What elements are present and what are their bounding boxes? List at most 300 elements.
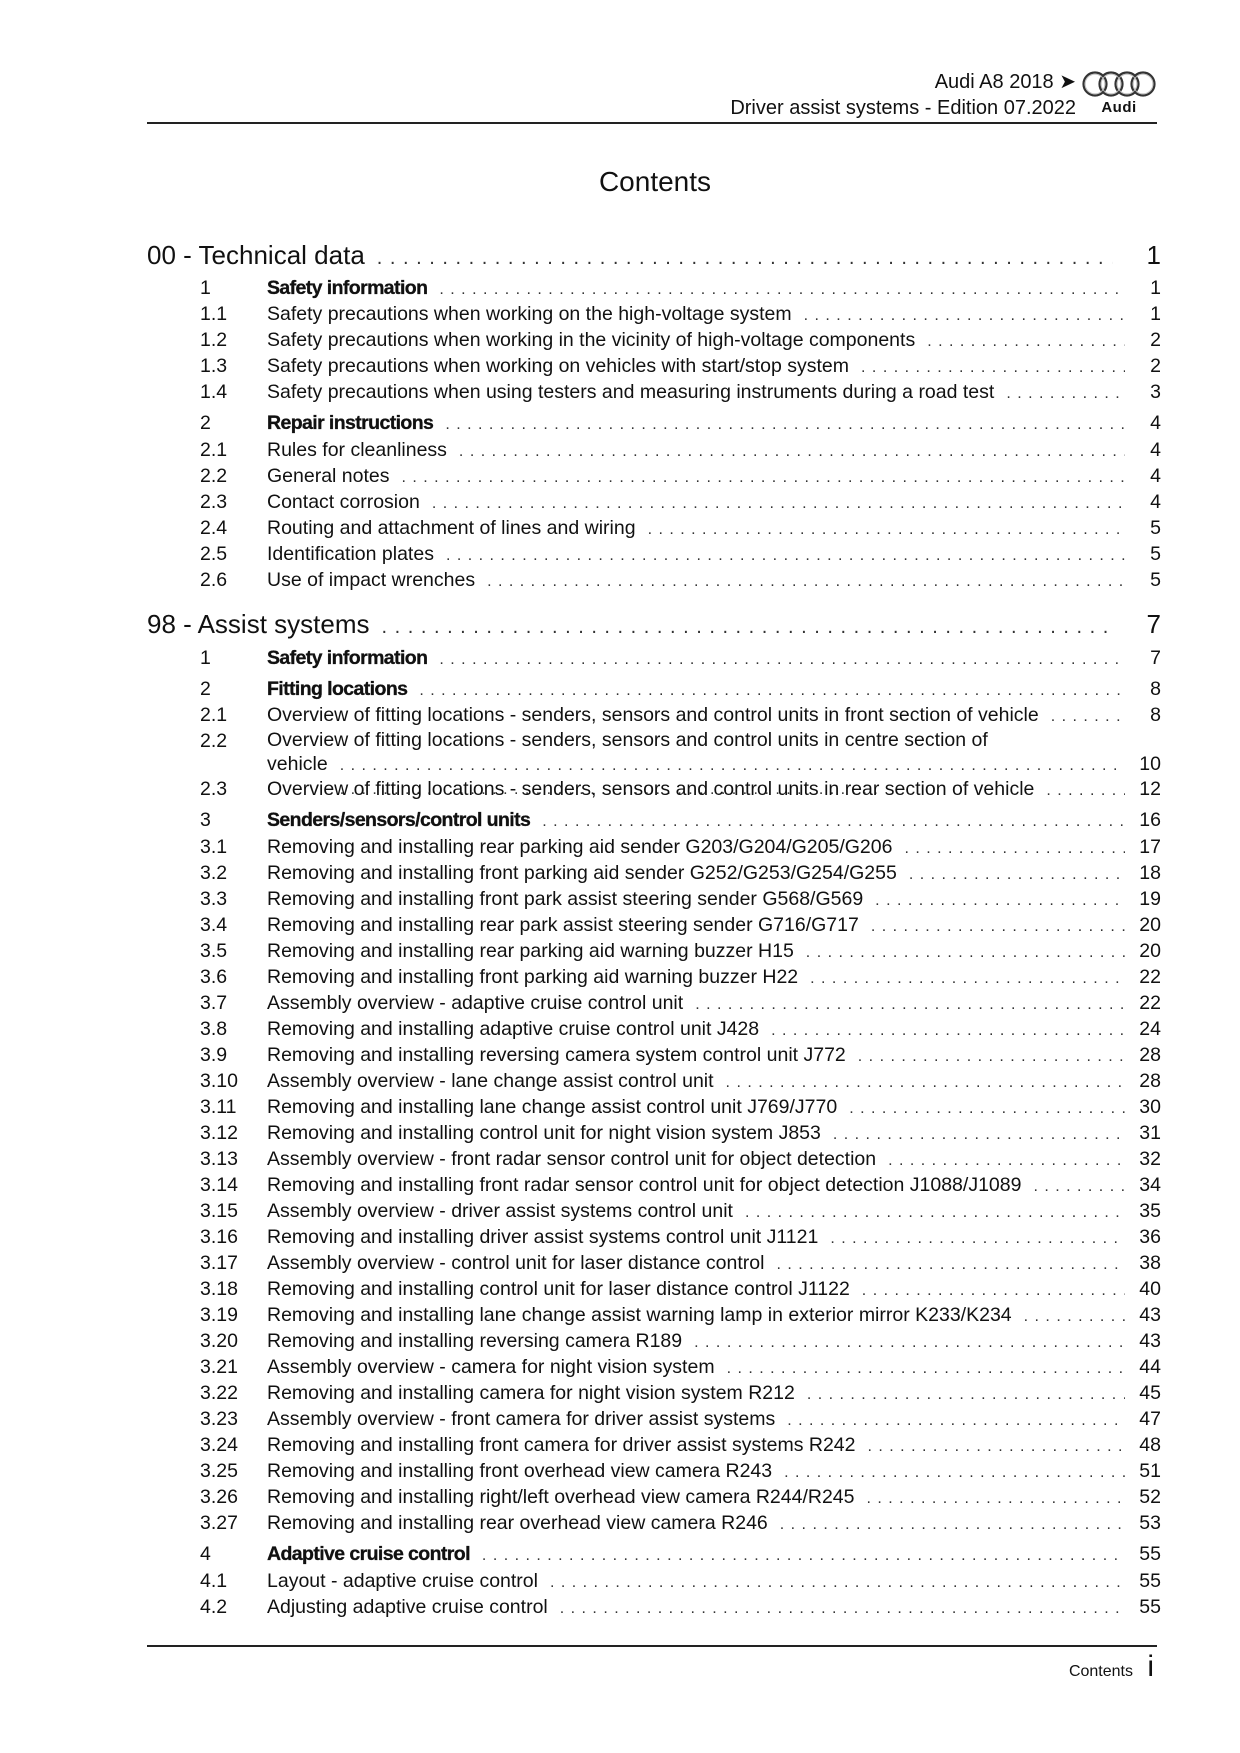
toc-page-number: 55 [1139, 1570, 1161, 1592]
toc-item[interactable] [147, 1380, 1161, 1406]
toc-title: 98 - Assist systems [147, 609, 370, 639]
toc-page-number: 24 [1139, 1018, 1161, 1040]
toc-entry [267, 676, 1161, 704]
dot-leader [419, 678, 1125, 704]
toc-item[interactable] [147, 1146, 1161, 1172]
toc-title: Contact corrosion [267, 491, 420, 513]
toc-page-number: 28 [1139, 1044, 1161, 1066]
dot-leader [695, 992, 1125, 1018]
toc-title: Removing and installing driver assist systems control unit J1121 [267, 1226, 819, 1248]
toc-page-number: 8 [1150, 704, 1161, 726]
toc-entry [267, 1406, 1161, 1434]
toc-number: 2 [200, 412, 211, 434]
dot-leader [726, 1070, 1125, 1096]
toc-title: Safety precautions when working on the high-voltage system [267, 303, 792, 325]
dot-leader [1051, 704, 1125, 730]
dot-leader [830, 1226, 1125, 1252]
toc-entry [267, 776, 1161, 804]
toc-number: 3.26 [200, 1486, 238, 1508]
toc-title: Routing and attachment of lines and wiring [267, 517, 636, 539]
toc-entry [267, 437, 1161, 465]
toc-page-number: 44 [1139, 1356, 1161, 1378]
toc-title: Removing and installing rear parking aid warning buzzer H15 [267, 940, 794, 962]
toc-page-number: 2 [1150, 329, 1161, 351]
toc-number: 1.3 [200, 355, 228, 377]
toc-number: 1 [200, 277, 211, 299]
toc-number: 3.1 [200, 836, 228, 858]
toc-entry [267, 1328, 1161, 1356]
toc-page-number: 5 [1150, 543, 1161, 565]
toc-title: Removing and installing lane change assist control unit J769/J770 [267, 1096, 838, 1118]
toc-chapter[interactable] [147, 607, 1161, 641]
toc-number: 3.9 [200, 1044, 228, 1066]
toc-page-number: 1 [1150, 277, 1161, 299]
toc-item[interactable] [147, 834, 1161, 860]
toc-item[interactable] [147, 1302, 1161, 1328]
toc-item[interactable] [147, 1568, 1161, 1594]
toc-item[interactable] [147, 702, 1161, 728]
toc-page-number: 20 [1139, 914, 1161, 936]
dot-leader [1006, 381, 1125, 407]
toc-item[interactable] [147, 463, 1161, 489]
toc-entry [267, 702, 1161, 730]
toc-title: Senders/sensors/control units [267, 809, 531, 831]
audi-logo [1082, 70, 1156, 118]
toc-item[interactable] [147, 728, 1161, 774]
toc-number: 3.10 [200, 1070, 238, 1092]
dot-leader [1033, 1174, 1125, 1200]
toc-item[interactable] [147, 489, 1161, 515]
toc-title: General notes [267, 465, 390, 487]
toc-item[interactable] [147, 1510, 1161, 1536]
toc-page-number: 47 [1139, 1408, 1161, 1430]
toc-item[interactable] [147, 1594, 1161, 1620]
toc-title: Safety precautions when working on vehicles with start/stop system [267, 355, 850, 377]
dot-leader [550, 1570, 1125, 1596]
toc-page-number: 55 [1139, 1596, 1161, 1618]
toc-entry [267, 807, 1161, 835]
toc-entry [267, 1068, 1161, 1096]
toc-item[interactable] [147, 1406, 1161, 1432]
toc-item[interactable] [147, 912, 1161, 938]
toc-item[interactable] [147, 1432, 1161, 1458]
dot-leader [868, 1434, 1126, 1460]
toc-page-number: 32 [1139, 1148, 1161, 1170]
toc-section[interactable] [147, 275, 1161, 301]
toc-entry [267, 1042, 1161, 1070]
toc-item[interactable] [147, 776, 1161, 802]
dot-leader [909, 862, 1125, 888]
toc-title: Removing and installing rear park assist steering sender G716/G717 [267, 914, 859, 936]
toc-item[interactable] [147, 379, 1161, 405]
dot-leader [858, 1044, 1125, 1070]
toc-page-number: 1 [1146, 240, 1161, 270]
toc-page-number: 28 [1139, 1070, 1161, 1092]
dot-leader [833, 1122, 1125, 1148]
dot-leader [439, 647, 1125, 673]
toc-title: Assembly overview - control unit for laser distance control [267, 1252, 765, 1274]
toc-entry [267, 515, 1161, 543]
dot-leader [446, 543, 1125, 569]
dot-leader [849, 1096, 1125, 1122]
dot-leader [694, 1330, 1125, 1356]
toc-entry [267, 990, 1161, 1018]
toc-page-number: 43 [1139, 1330, 1161, 1352]
toc-entry [267, 1016, 1161, 1044]
toc-item[interactable] [147, 1354, 1161, 1380]
toc-page-number: 5 [1150, 517, 1161, 539]
toc-entry [267, 1198, 1161, 1226]
toc-item[interactable] [147, 301, 1161, 327]
toc-number: 2.3 [200, 778, 228, 800]
toc-number: 2 [200, 678, 211, 700]
toc-section[interactable] [147, 676, 1161, 702]
toc-page-number: 51 [1139, 1460, 1161, 1482]
toc-number: 3.12 [200, 1122, 238, 1144]
toc-entry [267, 964, 1161, 992]
toc-number: 3.4 [200, 914, 228, 936]
dot-leader [560, 1596, 1125, 1622]
toc-title: Assembly overview - camera for night vision system [267, 1356, 715, 1378]
toc-title: Removing and installing reversing camera system control unit J772 [267, 1044, 846, 1066]
toc-page-number: 2 [1150, 355, 1161, 377]
toc-entry [267, 1120, 1161, 1148]
dot-leader [439, 277, 1125, 303]
toc-number: 3.7 [200, 992, 228, 1014]
toc-page-number: 8 [1150, 678, 1161, 700]
toc-title: Overview of fitting locations - senders, sensors and control units in front section of vehicle [267, 704, 1039, 726]
toc-section[interactable] [147, 807, 1161, 833]
toc-entry [267, 1224, 1161, 1252]
toc-page-number: 22 [1139, 992, 1161, 1014]
toc-number: 1.4 [200, 381, 228, 403]
toc-page-number: 35 [1139, 1200, 1161, 1222]
toc-item[interactable] [147, 1458, 1161, 1484]
toc-item[interactable] [147, 327, 1161, 353]
toc-title-continued: vehicle [267, 753, 328, 775]
dot-leader [810, 966, 1125, 992]
toc-entry [267, 1302, 1161, 1330]
toc-number: 3.2 [200, 862, 228, 884]
toc-page-number: 7 [1146, 609, 1161, 639]
toc-title: Identification plates [267, 543, 434, 565]
toc-entry [267, 645, 1161, 673]
toc-item[interactable] [147, 860, 1161, 886]
toc-page-number: 36 [1139, 1226, 1161, 1248]
toc-number: 3.19 [200, 1304, 238, 1326]
dot-leader [867, 1486, 1126, 1512]
toc-number: 3.8 [200, 1018, 228, 1040]
toc-title: Removing and installing lane change assist warning lamp in exterior mirror K233/K234 [267, 1304, 1012, 1326]
toc-entry [267, 1432, 1161, 1460]
toc-entry [267, 1172, 1161, 1200]
toc-entry [267, 541, 1161, 569]
toc-page-number: 4 [1150, 465, 1161, 487]
dot-leader [927, 329, 1125, 355]
dot-leader [862, 1278, 1125, 1304]
toc-page-number: 4 [1150, 412, 1161, 434]
toc-number: 4.1 [200, 1570, 228, 1592]
toc-item[interactable] [147, 567, 1161, 593]
toc-page-number: 43 [1139, 1304, 1161, 1326]
toc-page-number: 3 [1150, 381, 1161, 403]
toc-number: 3.27 [200, 1512, 238, 1534]
toc-item[interactable] [147, 886, 1161, 912]
toc-entry [147, 238, 1161, 275]
toc-page-number: 1 [1150, 303, 1161, 325]
toc-title: Assembly overview - driver assist systems control unit [267, 1200, 733, 1222]
toc-item[interactable] [147, 437, 1161, 463]
toc-number: 2.3 [200, 491, 228, 513]
toc-title: Overview of fitting locations - senders, sensors and control units in centre section of [267, 729, 988, 751]
toc-entry [267, 1458, 1161, 1486]
dot-leader [459, 439, 1125, 465]
dot-leader [771, 1018, 1125, 1044]
toc-item[interactable] [147, 1094, 1161, 1120]
toc-title: Safety precautions when using testers and measuring instruments during a road test [267, 381, 995, 403]
toc-number: 3.14 [200, 1174, 238, 1196]
toc-page-number: 30 [1139, 1096, 1161, 1118]
toc-title: Removing and installing control unit for laser distance control J1122 [267, 1278, 850, 1300]
toc-title: Removing and installing camera for night vision system R212 [267, 1382, 795, 1404]
footer-label: Contents [1068, 1663, 1133, 1680]
toc-entry [267, 410, 1161, 438]
toc-page-number: 4 [1150, 439, 1161, 461]
toc-item[interactable] [147, 990, 1161, 1016]
toc-title: Use of impact wrenches [267, 569, 476, 591]
toc-page-number: 5 [1150, 569, 1161, 591]
toc-page-number: 7 [1150, 647, 1161, 669]
toc-item[interactable] [147, 1198, 1161, 1224]
footer-divider [147, 1645, 1157, 1647]
toc-number: 3.25 [200, 1460, 238, 1482]
toc-title: Removing and installing rear parking aid sender G203/G204/G205/G206 [267, 836, 893, 858]
toc-item[interactable] [147, 1042, 1161, 1068]
toc-title: Assembly overview - front camera for driver assist systems [267, 1408, 776, 1430]
toc-item[interactable] [147, 1250, 1161, 1276]
toc-number: 2.1 [200, 439, 228, 461]
dot-leader [542, 809, 1125, 835]
audi-logo-text: Audi [1101, 99, 1137, 116]
toc-number: 2.2 [200, 465, 228, 487]
toc-page-number: 48 [1139, 1434, 1161, 1456]
toc-item[interactable] [147, 1172, 1161, 1198]
dot-leader [745, 1200, 1125, 1226]
toc-item[interactable] [147, 1120, 1161, 1146]
dot-leader [377, 241, 1113, 275]
footer-page-number: i [1147, 1650, 1154, 1683]
toc-entry [267, 938, 1161, 966]
toc-number: 3.3 [200, 888, 228, 910]
toc-page-number: 55 [1139, 1543, 1161, 1565]
dot-leader [382, 610, 1114, 644]
dot-leader [727, 1356, 1125, 1382]
toc-number: 3.24 [200, 1434, 238, 1456]
toc-number: 3.5 [200, 940, 228, 962]
toc-page-number: 17 [1139, 836, 1161, 858]
toc-entry [267, 301, 1161, 329]
header-divider [147, 122, 1157, 124]
toc-number: 3.22 [200, 1382, 238, 1404]
toc-page-number: 20 [1139, 940, 1161, 962]
toc-number: 2.2 [200, 730, 228, 752]
toc-item[interactable] [147, 515, 1161, 541]
toc-page-number: 10 [1139, 753, 1161, 775]
toc-title: Assembly overview - front radar sensor control unit for object detection [267, 1148, 877, 1170]
toc-entry [267, 1146, 1161, 1174]
toc-title: Removing and installing front parking aid sender G252/G253/G254/G255 [267, 862, 897, 884]
toc-entry [267, 1276, 1161, 1304]
toc-entry [267, 1541, 1161, 1569]
dot-leader [804, 303, 1125, 329]
toc-number: 1.1 [200, 303, 228, 325]
toc-entry [267, 912, 1161, 940]
dot-leader [776, 1252, 1125, 1278]
toc-item[interactable] [147, 353, 1161, 379]
toc-item[interactable] [147, 1328, 1161, 1354]
toc-page-number: 52 [1139, 1486, 1161, 1508]
dot-leader [482, 1543, 1125, 1569]
toc-item[interactable] [147, 541, 1161, 567]
toc-number: 3.17 [200, 1252, 238, 1274]
toc-number: 2.1 [200, 704, 228, 726]
toc-item[interactable] [147, 1016, 1161, 1042]
toc-page-number: 40 [1139, 1278, 1161, 1300]
toc-entry [267, 353, 1161, 381]
toc-section[interactable] [147, 410, 1161, 436]
toc-title: Adaptive cruise control [267, 1543, 470, 1565]
toc-title: Removing and installing adaptive cruise control unit J428 [267, 1018, 760, 1040]
dot-leader [1046, 778, 1125, 804]
page-title: Contents [598, 166, 712, 197]
dot-leader [871, 914, 1125, 940]
toc-page-number: 12 [1139, 778, 1161, 800]
toc-page-number: 45 [1139, 1382, 1161, 1404]
toc-entry [267, 1484, 1161, 1512]
toc-item[interactable] [147, 964, 1161, 990]
toc-page-number: 16 [1139, 809, 1161, 831]
toc-chapter[interactable] [147, 238, 1161, 272]
toc-number: 1.2 [200, 329, 228, 351]
toc-title: Removing and installing front overhead view camera R243 [267, 1460, 773, 1482]
toc-page-number: 19 [1139, 888, 1161, 910]
toc-number: 3.16 [200, 1226, 238, 1248]
toc-item[interactable] [147, 1484, 1161, 1510]
toc-title: Layout - adaptive cruise control [267, 1570, 538, 1592]
header-subtitle: Driver assist systems - Edition 07.2022 [730, 97, 1076, 119]
toc-title: Removing and installing front park assist steering sender G568/G569 [267, 888, 864, 910]
toc-title: Assembly overview - lane change assist control unit [267, 1070, 714, 1092]
toc-title: Safety information [267, 277, 428, 299]
toc-entry [267, 1510, 1161, 1538]
toc-page-number: 53 [1139, 1512, 1161, 1534]
toc-page-number: 4 [1150, 491, 1161, 513]
toc-title: Removing and installing front camera for driver assist systems R242 [267, 1434, 856, 1456]
dot-leader [787, 1408, 1125, 1434]
dot-leader [780, 1512, 1125, 1538]
toc-number: 3.11 [200, 1096, 237, 1118]
dot-leader [875, 888, 1125, 914]
toc-number: 2.6 [200, 569, 228, 591]
toc-number: 2.5 [200, 543, 228, 565]
toc-entry [267, 834, 1161, 862]
toc-number: 4 [200, 1543, 211, 1565]
toc-entry [267, 886, 1161, 914]
toc-section[interactable] [147, 1541, 1161, 1567]
toc-page-number: 34 [1139, 1174, 1161, 1196]
toc-entry [267, 567, 1161, 595]
toc-title: Removing and installing rear overhead view camera R246 [267, 1512, 768, 1534]
toc-item[interactable] [147, 938, 1161, 964]
toc-page-number: 18 [1139, 862, 1161, 884]
toc-entry [267, 1094, 1161, 1122]
toc-number: 3.6 [200, 966, 228, 988]
dot-leader [432, 491, 1125, 517]
toc-number: 3.13 [200, 1148, 238, 1170]
toc-title: 00 - Technical data [147, 240, 365, 270]
toc-number: 3.21 [200, 1356, 238, 1378]
toc-title: Safety precautions when working in the vicinity of high-voltage components [267, 329, 916, 351]
toc-entry [267, 1354, 1161, 1382]
toc-title: Safety information [267, 647, 428, 669]
toc-entry [267, 1250, 1161, 1278]
toc-entry [267, 860, 1161, 888]
toc-title: Removing and installing right/left overhead view camera R244/R245 [267, 1486, 855, 1508]
toc-entry [267, 1568, 1161, 1596]
toc-page-number: 31 [1139, 1122, 1161, 1144]
toc-number: 3.20 [200, 1330, 238, 1352]
dot-leader [806, 940, 1125, 966]
toc-title: Overview of fitting locations - senders, sensors and control units in rear section of vehicle [267, 778, 1035, 800]
toc-title: Rules for cleanliness [267, 439, 447, 461]
dot-leader [1024, 1304, 1125, 1330]
toc-page-number: 22 [1139, 966, 1161, 988]
toc-number: 2.4 [200, 517, 228, 539]
audi-four-rings-icon [1082, 70, 1156, 98]
dot-leader [888, 1148, 1125, 1174]
dot-leader [861, 355, 1125, 381]
toc-section[interactable] [147, 645, 1161, 671]
toc-title: Removing and installing front radar sensor control unit for object detection J1088/J1089 [267, 1174, 1022, 1196]
toc-entry [267, 463, 1161, 491]
toc-number: 1 [200, 647, 211, 669]
toc-title: Removing and installing reversing camera R189 [267, 1330, 683, 1352]
toc-title: Assembly overview - adaptive cruise control unit [267, 992, 684, 1014]
toc-title: Removing and installing control unit for night vision system J853 [267, 1122, 821, 1144]
toc-title: Fitting locations [267, 678, 408, 700]
toc-number: 3 [200, 809, 211, 831]
toc-title: Removing and installing front parking aid warning buzzer H22 [267, 966, 799, 988]
dot-leader [648, 517, 1125, 543]
dot-leader [784, 1460, 1125, 1486]
toc-page-number: 38 [1139, 1252, 1161, 1274]
toc-number: 3.15 [200, 1200, 238, 1222]
toc-entry [147, 607, 1161, 644]
dot-leader [807, 1382, 1125, 1408]
header-model: Audi A8 2018 ➤ [934, 71, 1076, 93]
toc-entry [267, 327, 1161, 355]
toc-entry [267, 1594, 1161, 1622]
toc-item[interactable] [147, 1224, 1161, 1250]
toc-item[interactable] [147, 1276, 1161, 1302]
dot-leader [904, 836, 1125, 862]
dot-leader [487, 569, 1125, 595]
toc-item[interactable] [147, 1068, 1161, 1094]
toc-title: Repair instructions [267, 412, 434, 434]
toc-entry [267, 489, 1161, 517]
toc-number: 3.18 [200, 1278, 238, 1300]
toc-entry [267, 379, 1161, 407]
